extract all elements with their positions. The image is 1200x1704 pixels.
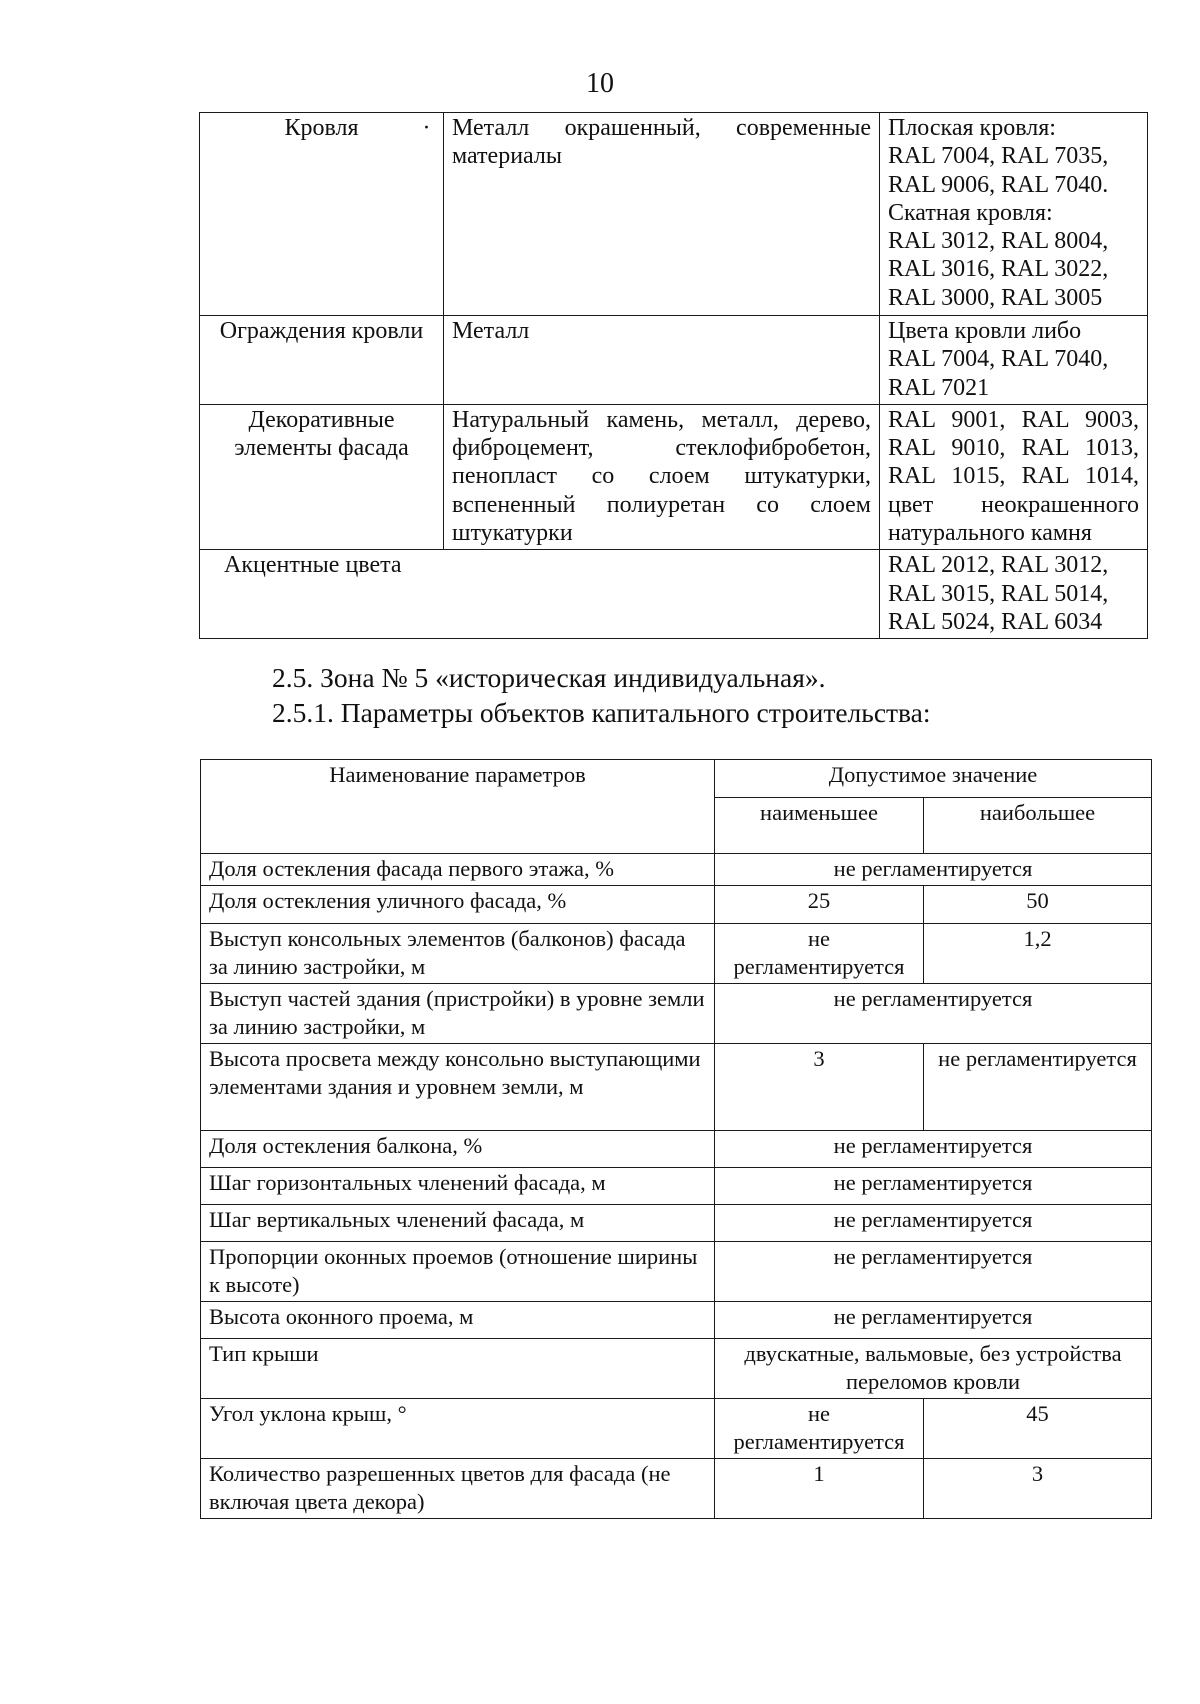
table-row bbox=[201, 1205, 1152, 1242]
cell-colors: Цвета кровли либо RAL 7004, RAL 7040, RAL 7021 bbox=[880, 316, 1148, 405]
page-number: 10 bbox=[586, 68, 614, 99]
section-heading-zone-5: 2.5. Зона № 5 «историческая индивидуальная». bbox=[272, 662, 826, 693]
cell-param: Тип крыши bbox=[201, 1339, 715, 1399]
cell-element: Ограждения кровли bbox=[200, 316, 444, 405]
header-param-name: Наименование параметров bbox=[201, 760, 715, 854]
header-allowed-value: Допустимое значение bbox=[715, 760, 1152, 798]
parameters-table bbox=[200, 759, 1152, 1519]
table-row bbox=[201, 1302, 1152, 1339]
table-row bbox=[201, 924, 1152, 984]
cell-max: 3 bbox=[924, 1459, 1152, 1519]
cell-param: Выступ частей здания (пристройки) в уровне земли за линию застройки, м bbox=[201, 984, 715, 1044]
table-row bbox=[201, 886, 1152, 924]
table-row bbox=[200, 316, 1148, 405]
cell-value: не регламентируется bbox=[715, 1205, 1152, 1242]
table-row bbox=[201, 984, 1152, 1044]
cell-colors: RAL 2012, RAL 3012, RAL 3015, RAL 5014, RAL 5024, RAL 6034 bbox=[880, 550, 1148, 639]
cell-value: не регламентируется bbox=[715, 1242, 1152, 1302]
cell-param: Угол уклона крыш, ° bbox=[201, 1399, 715, 1459]
cell-param: Шаг вертикальных членений фасада, м bbox=[201, 1205, 715, 1242]
cell-element: Декоративные элементы фасада bbox=[200, 404, 444, 549]
cell-param: Доля остекления балкона, % bbox=[201, 1131, 715, 1168]
table-row bbox=[200, 113, 1148, 316]
cell-value: не регламентируется bbox=[715, 1302, 1152, 1339]
cell-max: не регламентируется bbox=[924, 1044, 1152, 1131]
table-row bbox=[201, 854, 1152, 886]
cell-colors: Плоская кровля: RAL 7004, RAL 7035, RAL 9006, RAL 7040. Скатная кровля: RAL 3012, RAL 8004, RAL 3016, RAL 3022, RAL 3000, RAL 3005 bbox=[880, 113, 1148, 316]
cell-param: Доля остекления фасада первого этажа, % bbox=[201, 854, 715, 886]
cell-param: Доля остекления уличного фасада, % bbox=[201, 886, 715, 924]
table-row bbox=[200, 404, 1148, 549]
cell-material: Металл bbox=[444, 316, 880, 405]
cell-min: 1 bbox=[715, 1459, 924, 1519]
header-max: наибольшее bbox=[924, 798, 1152, 854]
cell-min: 3 bbox=[715, 1044, 924, 1131]
cell-param: Пропорции оконных проемов (отношение ширины к высоте) bbox=[201, 1242, 715, 1302]
facade-materials-table bbox=[199, 112, 1148, 639]
table-row bbox=[201, 1131, 1152, 1168]
table-row bbox=[201, 1242, 1152, 1302]
table-row bbox=[201, 1459, 1152, 1519]
header-min: наименьшее bbox=[715, 798, 924, 854]
table-row bbox=[201, 1339, 1152, 1399]
cell-max: 45 bbox=[924, 1399, 1152, 1459]
cell-colors: RAL 9001, RAL 9003, RAL 9010, RAL 1013, RAL 1015, RAL 1014, цвет неокрашенного натурального камня bbox=[880, 404, 1148, 549]
cell-min: 25 bbox=[715, 886, 924, 924]
table-row bbox=[201, 1044, 1152, 1131]
cell-material: Натуральный камень, металл, дерево, фиброцемент, стеклофибробетон, пенопласт со слоем штукатурки, вспененный полиуретан со слоем штукатурки bbox=[444, 404, 880, 549]
cell-element: · Кровля bbox=[200, 113, 444, 316]
table-row bbox=[201, 1399, 1152, 1459]
cell-param: Выступ консольных элементов (балконов) фасада за линию застройки, м bbox=[201, 924, 715, 984]
cell-param: Количество разрешенных цветов для фасада (не включая цвета декора) bbox=[201, 1459, 715, 1519]
table-header-row bbox=[201, 760, 1152, 798]
cell-min: не регламентируется bbox=[715, 924, 924, 984]
cell-max: 50 bbox=[924, 886, 1152, 924]
cell-param: Шаг горизонтальных членений фасада, м bbox=[201, 1168, 715, 1205]
cell-value: не регламентируется bbox=[715, 1131, 1152, 1168]
cell-material: Металл окрашенный, современные материалы bbox=[444, 113, 880, 316]
cell-value: не регламентируется bbox=[715, 1168, 1152, 1205]
table-row bbox=[201, 1168, 1152, 1205]
cell-param: Высота просвета между консольно выступающими элементами здания и уровнем земли, м bbox=[201, 1044, 715, 1131]
cell-param: Высота оконного проема, м bbox=[201, 1302, 715, 1339]
cell-element: Акцентные цвета bbox=[200, 550, 880, 639]
cell-value: двускатные, вальмовые, без устройства переломов кровли bbox=[715, 1339, 1152, 1399]
cell-value: не регламентируется bbox=[715, 984, 1152, 1044]
cell-max: 1,2 bbox=[924, 924, 1152, 984]
cell-value: не регламентируется bbox=[715, 854, 1152, 886]
section-heading-parameters: 2.5.1. Параметры объектов капитального строительства: bbox=[272, 697, 931, 728]
cell-min: не регламентируется bbox=[715, 1399, 924, 1459]
table-row bbox=[200, 550, 1148, 639]
